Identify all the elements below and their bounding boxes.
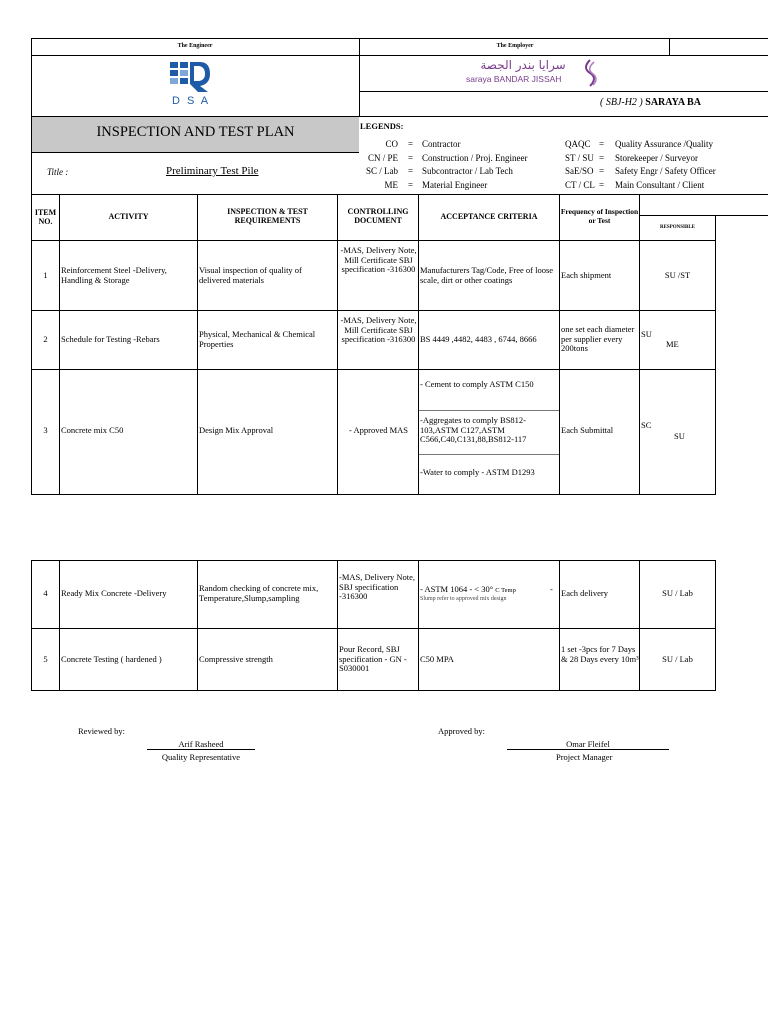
project-code-line [600, 97, 701, 108]
row-responsible: SU / Lab [662, 588, 693, 598]
legends-label: LEGENDS: [360, 121, 404, 131]
approved-label: Approved by: [438, 726, 485, 736]
row-frequency: Each Submittal [561, 425, 614, 435]
legend-row: ME = Material Engineer [384, 180, 488, 190]
row-frequency: one set each diameter per supplier every 200tons [561, 324, 635, 353]
col-header-acceptance: ACCEPTANCE CRITERIA [440, 212, 538, 221]
row-acceptance: BS 4449 ,4482, 4483 , 6744, 8666 [420, 334, 537, 344]
row-responsible-secondary: SU [674, 431, 685, 441]
col-header-responsible: RESPONSIBLE [659, 225, 695, 230]
row-frequency: Each shipment [561, 270, 612, 280]
saraya-brand: saraya BANDAR JISSAH [466, 74, 562, 84]
approved-role: Project Manager [556, 752, 613, 762]
row-requirements: Visual inspection of quality of delivered materials [199, 265, 302, 285]
row-responsible: SU / Lab [662, 654, 693, 664]
row-activity: Ready Mix Concrete -Delivery [61, 588, 167, 598]
row-activity: Concrete mix C50 [61, 425, 124, 435]
row-acceptance: C50 MPA [420, 654, 454, 664]
row-acceptance: Manufacturers Tag/Code, Free of loose scale, dirt or other coatings [420, 265, 554, 285]
project-code: ( SBJ-H2 ) [600, 97, 643, 108]
dsa-logo [168, 60, 214, 108]
title-value: Preliminary Test Pile [166, 165, 259, 177]
legend-row: QAQC = Quality Assurance /Quality [565, 139, 713, 149]
row-controlling: - Approved MAS [348, 425, 409, 435]
saraya-swirl-icon [580, 58, 600, 88]
row-activity: Reinforcement Steel -Delivery, Handling & Storage [61, 265, 167, 285]
approved-name: Omar Fleifel [566, 739, 610, 749]
row-controlling: -MAS, Delivery Note, SBJ specification -316300 [339, 572, 416, 601]
row-acceptance-note: Slump refer to approved mix design [420, 596, 507, 602]
reviewed-role: Quality Representative [161, 752, 241, 762]
row-item-no: 4 [43, 588, 48, 598]
legend-row: SC / Lab = Subcontractor / Lab Tech [365, 166, 513, 176]
col-header-frequency: Frequency of Inspection or Test [560, 207, 639, 225]
row-frequency: Each delivery [561, 588, 608, 598]
legend-row: SaE/SO = Safety Engr / Safety Officer [565, 166, 716, 176]
reviewed-name: Arif Rasheed [178, 739, 224, 749]
row-controlling: -MAS, Delivery Note, Mill Certificate SBJ specification -316300 [340, 315, 417, 344]
row-responsible-primary: SC [641, 420, 652, 430]
row-controlling: Pour Record, SBJ specification - GN -S030001 [339, 644, 407, 673]
legends-right [565, 139, 768, 195]
col-header-activity: ACTIVITY [108, 212, 149, 221]
row-item-no: 1 [43, 270, 48, 280]
legend-row: CT / CL = Main Consultant / Client [565, 180, 705, 190]
row-requirements: Compressive strength [199, 654, 273, 664]
row-acceptance: - ASTM 1064 - < 30° C Temp [420, 584, 516, 594]
row-acceptance-water: -Water to comply - ASTM D1293 [420, 467, 535, 477]
title-label: Title : [47, 167, 69, 177]
row-activity: Concrete Testing ( hardened ) [61, 654, 162, 664]
row-item-no: 2 [43, 334, 48, 344]
dsa-logo-mark [168, 60, 214, 92]
reviewed-label: Reviewed by: [78, 726, 125, 736]
col-header-requirements: INSPECTION & TEST REQUIREMENTS [227, 207, 308, 225]
row-controlling: -MAS, Delivery Note, Mill Certificate SBJ specification -316300 [340, 245, 417, 274]
row-acceptance-aggregates: -Aggregates to comply BS812-103,ASTM C127,ASTM C566,C40,C131,88,BS812-117 [420, 415, 527, 444]
row-responsible: SU /ST [664, 270, 691, 280]
col-header-controlling: CONTROLLING DOCUMENT [347, 207, 409, 225]
row-item-no: 3 [43, 425, 48, 435]
row-responsible-secondary: ME [666, 339, 679, 349]
row-acceptance-cement: - Cement to comply ASTM C150 [420, 379, 534, 389]
col-header-item: ITEM NO. [34, 208, 57, 226]
legend-row: CO = Contractor [385, 139, 461, 149]
row-acceptance-dash: - [550, 584, 553, 594]
row-frequency: 1 set -3pcs for 7 Days & 28 Days every 10m³ [561, 644, 639, 664]
itp-title: INSPECTION AND TEST PLAN [96, 124, 295, 140]
legend-row: ST / SU = Storekeeper / Surveyor [565, 153, 698, 163]
row-responsible-primary: SU [641, 329, 652, 339]
employer-label: The Employer [496, 43, 534, 49]
project-name: SARAYA BA [645, 97, 701, 108]
dsa-letters: D S A [171, 95, 211, 107]
row-activity: Schedule for Testing -Rebars [61, 334, 160, 344]
row-requirements: Design Mix Approval [199, 425, 274, 435]
saraya-logo [462, 58, 602, 88]
row-item-no: 5 [43, 654, 48, 664]
row-requirements: Random checking of concrete mix, Temperature,Slump,sampling [199, 583, 319, 603]
legend-row: CN / PE = Construction / Proj. Engineer [367, 153, 528, 163]
engineer-label: The Engineer [177, 43, 213, 49]
saraya-arabic: سرايا بندر الجصة [480, 58, 566, 72]
row-requirements: Physical, Mechanical & Chemical Properties [199, 329, 316, 349]
